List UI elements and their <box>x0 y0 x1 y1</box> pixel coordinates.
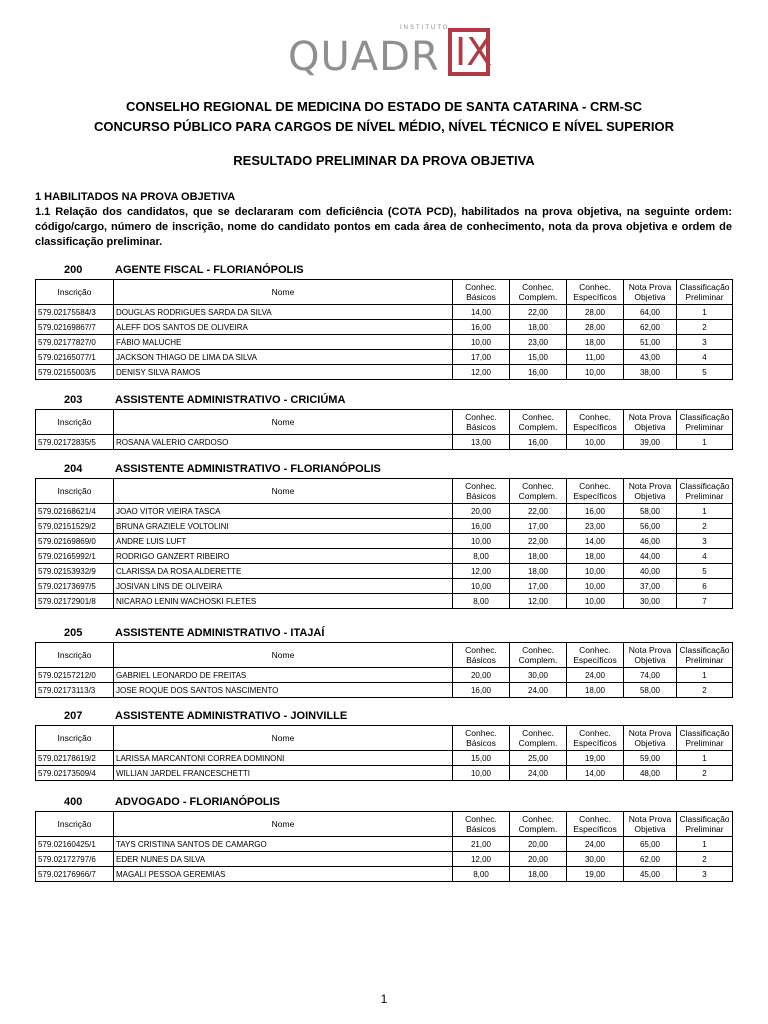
column-header-classificacao-line: Classificação <box>679 481 730 491</box>
inscricao-cell: 579.02169869/0 <box>36 534 114 549</box>
column-header-complem-line: Complem. <box>518 422 558 432</box>
column-header-complem-line: Conhec. <box>522 282 554 292</box>
column-header-especificos-line: Conhec. <box>579 481 611 491</box>
especificos-cell: 10,00 <box>567 365 624 380</box>
section-code: 400 <box>64 796 83 808</box>
complem-cell: 18,00 <box>510 564 567 579</box>
especificos-cell: 14,00 <box>567 766 624 781</box>
nota-cell: 44,00 <box>624 549 677 564</box>
table-row <box>36 320 733 335</box>
column-header-especificos-line: Conhec. <box>579 645 611 655</box>
section-code: 204 <box>64 463 83 475</box>
column-header-complem-line: Conhec. <box>522 645 554 655</box>
column-header-nota-line: Nota Prova <box>628 728 672 738</box>
complem-cell: 24,00 <box>510 683 567 698</box>
classificacao-cell: 6 <box>677 579 733 594</box>
inscricao-cell: 579.02175584/3 <box>36 305 114 320</box>
column-header-nome: Nome <box>114 410 453 435</box>
nome-cell: ANDRE LUIS LUFT <box>114 534 453 549</box>
complem-cell: 18,00 <box>510 867 567 882</box>
column-header-nota <box>624 280 677 305</box>
column-header-complem <box>510 410 567 435</box>
column-header-inscricao: Inscrição <box>36 280 114 305</box>
section-code: 200 <box>64 264 83 276</box>
column-header-inscricao: Inscrição <box>36 410 114 435</box>
column-header-basicos-line: Conhec. <box>465 481 497 491</box>
inscricao-cell: 579.02173509/4 <box>36 766 114 781</box>
nota-cell: 45,00 <box>624 867 677 882</box>
nome-cell: JOAO VITOR VIEIRA TASCA <box>114 504 453 519</box>
logo-boxed-text: IX <box>455 30 493 74</box>
column-header-inscricao: Inscrição <box>36 726 114 751</box>
especificos-cell: 10,00 <box>567 435 624 450</box>
especificos-cell: 14,00 <box>567 534 624 549</box>
column-header-classificacao-line: Classificação <box>679 412 730 422</box>
column-header-nota-line: Nota Prova <box>628 481 672 491</box>
basicos-cell: 20,00 <box>453 668 510 683</box>
especificos-cell: 28,00 <box>567 305 624 320</box>
table-row <box>36 564 733 579</box>
basicos-cell: 15,00 <box>453 751 510 766</box>
results-table <box>35 725 733 781</box>
inscricao-cell: 579.02160425/1 <box>36 837 114 852</box>
quadrix-logo <box>288 24 498 82</box>
column-header-classificacao <box>677 726 733 751</box>
nota-cell: 58,00 <box>624 683 677 698</box>
classificacao-cell: 2 <box>677 683 733 698</box>
column-header-basicos <box>453 643 510 668</box>
complem-cell: 16,00 <box>510 435 567 450</box>
column-header-complem-line: Conhec. <box>522 412 554 422</box>
basicos-cell: 10,00 <box>453 766 510 781</box>
complem-cell: 22,00 <box>510 534 567 549</box>
section-title: AGENTE FISCAL - FLORIANÓPOLIS <box>115 264 304 276</box>
complem-cell: 22,00 <box>510 305 567 320</box>
section-title: ASSISTENTE ADMINISTRATIVO - CRICIÚMA <box>115 394 346 406</box>
classificacao-cell: 1 <box>677 435 733 450</box>
basicos-cell: 8,00 <box>453 867 510 882</box>
inscricao-cell: 579.02177827/0 <box>36 335 114 350</box>
complem-cell: 17,00 <box>510 579 567 594</box>
especificos-cell: 30,00 <box>567 852 624 867</box>
column-header-especificos-line: Conhec. <box>579 412 611 422</box>
column-header-especificos-line: Conhec. <box>579 282 611 292</box>
classificacao-cell: 7 <box>677 594 733 609</box>
column-header-nota-line: Objetiva <box>634 292 666 302</box>
table-row <box>36 335 733 350</box>
especificos-cell: 18,00 <box>567 335 624 350</box>
nota-cell: 40,00 <box>624 564 677 579</box>
table-row <box>36 305 733 320</box>
column-header-nome: Nome <box>114 812 453 837</box>
table-row <box>36 852 733 867</box>
column-header-especificos-line: Específicos <box>573 491 617 501</box>
basicos-cell: 12,00 <box>453 564 510 579</box>
especificos-cell: 24,00 <box>567 837 624 852</box>
table-row <box>36 549 733 564</box>
column-header-complem-line: Complem. <box>518 738 558 748</box>
classificacao-cell: 1 <box>677 751 733 766</box>
table-row <box>36 766 733 781</box>
column-header-nota-line: Objetiva <box>634 824 666 834</box>
complem-cell: 12,00 <box>510 594 567 609</box>
column-header-classificacao-line: Classificação <box>679 282 730 292</box>
column-header-especificos-line: Conhec. <box>579 814 611 824</box>
nome-cell: JOSIVAN LINS DE OLIVEIRA <box>114 579 453 594</box>
column-header-complem <box>510 726 567 751</box>
column-header-classificacao <box>677 812 733 837</box>
complem-cell: 16,00 <box>510 365 567 380</box>
classificacao-cell: 1 <box>677 668 733 683</box>
table-row <box>36 751 733 766</box>
complem-cell: 23,00 <box>510 335 567 350</box>
column-header-nota-line: Objetiva <box>634 422 666 432</box>
column-header-classificacao <box>677 643 733 668</box>
nota-cell: 58,00 <box>624 504 677 519</box>
nota-cell: 38,00 <box>624 365 677 380</box>
column-header-classificacao <box>677 280 733 305</box>
column-header-classificacao <box>677 479 733 504</box>
inscricao-cell: 579.02155003/5 <box>36 365 114 380</box>
table-row <box>36 504 733 519</box>
page-number: 1 <box>380 992 388 1006</box>
column-header-especificos-line: Específicos <box>573 292 617 302</box>
nota-cell: 74,00 <box>624 668 677 683</box>
column-header-classificacao-line: Preliminar <box>685 655 724 665</box>
column-header-especificos <box>567 410 624 435</box>
especificos-cell: 10,00 <box>567 564 624 579</box>
column-header-basicos-line: Conhec. <box>465 814 497 824</box>
logo-word: QUADR <box>288 34 440 80</box>
column-header-nome: Nome <box>114 280 453 305</box>
column-header-inscricao: Inscrição <box>36 812 114 837</box>
column-header-basicos-line: Básicos <box>466 824 496 834</box>
classificacao-cell: 5 <box>677 365 733 380</box>
nome-cell: DENISY SILVA RAMOS <box>114 365 453 380</box>
nota-cell: 37,00 <box>624 579 677 594</box>
nome-cell: EDER NUNES DA SILVA <box>114 852 453 867</box>
column-header-complem <box>510 643 567 668</box>
complem-cell: 17,00 <box>510 519 567 534</box>
section-title: ASSISTENTE ADMINISTRATIVO - ITAJAÍ <box>115 627 325 639</box>
column-header-complem-line: Conhec. <box>522 728 554 738</box>
basicos-cell: 17,00 <box>453 350 510 365</box>
section-code: 205 <box>64 627 83 639</box>
column-header-basicos <box>453 479 510 504</box>
nome-cell: ROSANA VALERIO CARDOSO <box>114 435 453 450</box>
results-table <box>35 409 733 450</box>
especificos-cell: 28,00 <box>567 320 624 335</box>
column-header-classificacao-line: Preliminar <box>685 422 724 432</box>
basicos-cell: 10,00 <box>453 335 510 350</box>
column-header-complem-line: Conhec. <box>522 481 554 491</box>
nome-cell: GABRIEL LEONARDO DE FREITAS <box>114 668 453 683</box>
table-row <box>36 867 733 882</box>
table-row <box>36 435 733 450</box>
nota-cell: 65,00 <box>624 837 677 852</box>
classificacao-cell: 3 <box>677 534 733 549</box>
table-row <box>36 837 733 852</box>
column-header-complem <box>510 280 567 305</box>
inscricao-cell: 579.02172901/8 <box>36 594 114 609</box>
especificos-cell: 11,00 <box>567 350 624 365</box>
column-header-especificos-line: Específicos <box>573 824 617 834</box>
classificacao-cell: 4 <box>677 350 733 365</box>
column-header-classificacao <box>677 410 733 435</box>
complem-cell: 18,00 <box>510 320 567 335</box>
column-header-especificos-line: Específicos <box>573 422 617 432</box>
nota-cell: 46,00 <box>624 534 677 549</box>
inscricao-cell: 579.02176966/7 <box>36 867 114 882</box>
column-header-basicos-line: Básicos <box>466 491 496 501</box>
inscricao-cell: 579.02151529/2 <box>36 519 114 534</box>
column-header-especificos <box>567 643 624 668</box>
basicos-cell: 14,00 <box>453 305 510 320</box>
table-row <box>36 683 733 698</box>
table-row <box>36 519 733 534</box>
page-title: RESULTADO PRELIMINAR DA PROVA OBJETIVA <box>233 153 535 168</box>
inscricao-cell: 579.02168621/4 <box>36 504 114 519</box>
nota-cell: 51,00 <box>624 335 677 350</box>
column-header-complem-line: Conhec. <box>522 814 554 824</box>
especificos-cell: 10,00 <box>567 579 624 594</box>
column-header-classificacao-line: Classificação <box>679 645 730 655</box>
especificos-cell: 16,00 <box>567 504 624 519</box>
column-header-basicos-line: Conhec. <box>465 412 497 422</box>
basicos-cell: 10,00 <box>453 579 510 594</box>
nota-cell: 64,00 <box>624 305 677 320</box>
column-header-complem-line: Complem. <box>518 824 558 834</box>
column-header-classificacao-line: Classificação <box>679 814 730 824</box>
classificacao-cell: 4 <box>677 549 733 564</box>
column-header-nota <box>624 643 677 668</box>
column-header-especificos-line: Específicos <box>573 738 617 748</box>
column-header-basicos-line: Conhec. <box>465 645 497 655</box>
classificacao-cell: 1 <box>677 504 733 519</box>
column-header-nota-line: Nota Prova <box>628 412 672 422</box>
nota-cell: 48,00 <box>624 766 677 781</box>
column-header-nome: Nome <box>114 643 453 668</box>
nota-cell: 62,00 <box>624 852 677 867</box>
complem-cell: 18,00 <box>510 549 567 564</box>
inscricao-cell: 579.02172797/6 <box>36 852 114 867</box>
nome-cell: ALEFF DOS SANTOS DE OLIVEIRA <box>114 320 453 335</box>
column-header-nota <box>624 410 677 435</box>
inscricao-cell: 579.02173697/5 <box>36 579 114 594</box>
classificacao-cell: 1 <box>677 837 733 852</box>
column-header-especificos-line: Conhec. <box>579 728 611 738</box>
column-header-inscricao: Inscrição <box>36 479 114 504</box>
column-header-classificacao-line: Preliminar <box>685 491 724 501</box>
nota-cell: 59,00 <box>624 751 677 766</box>
column-header-basicos-line: Conhec. <box>465 728 497 738</box>
section-title: ADVOGADO - FLORIANÓPOLIS <box>115 796 280 808</box>
basicos-cell: 16,00 <box>453 320 510 335</box>
column-header-complem <box>510 812 567 837</box>
column-header-basicos <box>453 410 510 435</box>
column-header-basicos-line: Básicos <box>466 292 496 302</box>
basicos-cell: 21,00 <box>453 837 510 852</box>
nota-cell: 56,00 <box>624 519 677 534</box>
basicos-cell: 16,00 <box>453 683 510 698</box>
column-header-nota <box>624 479 677 504</box>
especificos-cell: 18,00 <box>567 549 624 564</box>
column-header-classificacao-line: Preliminar <box>685 292 724 302</box>
section-code: 203 <box>64 394 83 406</box>
inscricao-cell: 579.02165992/1 <box>36 549 114 564</box>
column-header-complem-line: Complem. <box>518 292 558 302</box>
inscricao-cell: 579.02169867/7 <box>36 320 114 335</box>
nome-cell: FÁBIO MALUCHE <box>114 335 453 350</box>
column-header-basicos-line: Conhec. <box>465 282 497 292</box>
complem-cell: 24,00 <box>510 766 567 781</box>
inscricao-cell: 579.02157212/0 <box>36 668 114 683</box>
inscricao-cell: 579.02173113/3 <box>36 683 114 698</box>
column-header-basicos <box>453 812 510 837</box>
column-header-complem <box>510 479 567 504</box>
column-header-complem-line: Complem. <box>518 655 558 665</box>
column-header-especificos <box>567 280 624 305</box>
column-header-nota-line: Objetiva <box>634 655 666 665</box>
especificos-cell: 18,00 <box>567 683 624 698</box>
column-header-nota-line: Nota Prova <box>628 814 672 824</box>
nome-cell: CLARISSA DA ROSA ALDERETTE <box>114 564 453 579</box>
column-header-especificos <box>567 726 624 751</box>
nome-cell: JOSE ROQUE DOS SANTOS NASCIMENTO <box>114 683 453 698</box>
especificos-cell: 10,00 <box>567 594 624 609</box>
nome-cell: JACKSON THIAGO DE LIMA DA SILVA <box>114 350 453 365</box>
table-row <box>36 594 733 609</box>
nota-cell: 43,00 <box>624 350 677 365</box>
table-row <box>36 365 733 380</box>
column-header-classificacao-line: Preliminar <box>685 824 724 834</box>
classificacao-cell: 1 <box>677 305 733 320</box>
classificacao-cell: 3 <box>677 335 733 350</box>
header-line-1: CONSELHO REGIONAL DE MEDICINA DO ESTADO DE SANTA CATARINA - CRM-SC <box>126 99 642 114</box>
column-header-nota-line: Nota Prova <box>628 645 672 655</box>
complem-cell: 20,00 <box>510 837 567 852</box>
inscricao-cell: 579.02165077/1 <box>36 350 114 365</box>
classificacao-cell: 3 <box>677 867 733 882</box>
column-header-nota-line: Objetiva <box>634 491 666 501</box>
section-code: 207 <box>64 710 83 722</box>
column-header-inscricao: Inscrição <box>36 643 114 668</box>
table-row <box>36 350 733 365</box>
complem-cell: 30,00 <box>510 668 567 683</box>
intro-text: 1.1 Relação dos candidatos, que se declararam com deficiência (COTA PCD), habilitados na prova objetiva, na seguinte ordem: código/cargo, número de inscrição, nome do candidato pontos em cada área de conhecimento, nota da prova objetiva e ordem de classificação preliminar. <box>35 206 732 248</box>
column-header-nota <box>624 812 677 837</box>
nome-cell: DOUGLAS RODRIGUES SARDA DA SILVA <box>114 305 453 320</box>
results-table <box>35 811 733 882</box>
column-header-basicos <box>453 726 510 751</box>
complem-cell: 20,00 <box>510 852 567 867</box>
column-header-especificos <box>567 479 624 504</box>
column-header-nota-line: Nota Prova <box>628 282 672 292</box>
complem-cell: 22,00 <box>510 504 567 519</box>
especificos-cell: 24,00 <box>567 668 624 683</box>
nota-cell: 30,00 <box>624 594 677 609</box>
table-row <box>36 668 733 683</box>
inscricao-cell: 579.02172835/5 <box>36 435 114 450</box>
basicos-cell: 8,00 <box>453 594 510 609</box>
classificacao-cell: 2 <box>677 519 733 534</box>
column-header-nome: Nome <box>114 726 453 751</box>
basicos-cell: 10,00 <box>453 534 510 549</box>
column-header-especificos <box>567 812 624 837</box>
column-header-especificos-line: Específicos <box>573 655 617 665</box>
especificos-cell: 19,00 <box>567 751 624 766</box>
basicos-cell: 12,00 <box>453 852 510 867</box>
intro-heading: 1 HABILITADOS NA PROVA OBJETIVA <box>35 191 236 203</box>
column-header-basicos-line: Básicos <box>466 738 496 748</box>
classificacao-cell: 2 <box>677 320 733 335</box>
column-header-basicos <box>453 280 510 305</box>
especificos-cell: 19,00 <box>567 867 624 882</box>
section-title: ASSISTENTE ADMINISTRATIVO - FLORIANÓPOLIS <box>115 463 381 475</box>
nome-cell: RODRIGO GANZERT RIBEIRO <box>114 549 453 564</box>
nome-cell: MAGALI PESSOA GEREMIAS <box>114 867 453 882</box>
table-row <box>36 534 733 549</box>
logo-small-text: INSTITUTO <box>400 25 450 31</box>
nome-cell: TAYS CRISTINA SANTOS DE CAMARGO <box>114 837 453 852</box>
classificacao-cell: 5 <box>677 564 733 579</box>
column-header-nota-line: Objetiva <box>634 738 666 748</box>
nota-cell: 39,00 <box>624 435 677 450</box>
column-header-basicos-line: Básicos <box>466 655 496 665</box>
nome-cell: WILLIAN JARDEL FRANCESCHETTI <box>114 766 453 781</box>
nome-cell: NICARAO LENIN WACHOSKI FLETES <box>114 594 453 609</box>
results-table <box>35 642 733 698</box>
nota-cell: 62,00 <box>624 320 677 335</box>
classificacao-cell: 2 <box>677 852 733 867</box>
especificos-cell: 23,00 <box>567 519 624 534</box>
column-header-classificacao-line: Preliminar <box>685 738 724 748</box>
logo-box <box>448 28 493 76</box>
inscricao-cell: 579.02178619/2 <box>36 751 114 766</box>
nome-cell: LARISSA MARCANTONI CORREA DOMINONI <box>114 751 453 766</box>
column-header-basicos-line: Básicos <box>466 422 496 432</box>
basicos-cell: 13,00 <box>453 435 510 450</box>
column-header-complem-line: Complem. <box>518 491 558 501</box>
results-table <box>35 279 733 380</box>
complem-cell: 15,00 <box>510 350 567 365</box>
nome-cell: BRUNA GRAZIELE VOLTOLINI <box>114 519 453 534</box>
table-row <box>36 579 733 594</box>
column-header-nome: Nome <box>114 479 453 504</box>
basicos-cell: 16,00 <box>453 519 510 534</box>
basicos-cell: 12,00 <box>453 365 510 380</box>
section-title: ASSISTENTE ADMINISTRATIVO - JOINVILLE <box>115 710 348 722</box>
column-header-nota <box>624 726 677 751</box>
header-line-2: CONCURSO PÚBLICO PARA CARGOS DE NÍVEL MÉDIO, NÍVEL TÉCNICO E NÍVEL SUPERIOR <box>93 119 674 134</box>
basicos-cell: 20,00 <box>453 504 510 519</box>
classificacao-cell: 2 <box>677 766 733 781</box>
complem-cell: 25,00 <box>510 751 567 766</box>
results-table <box>35 478 733 609</box>
column-header-classificacao-line: Classificação <box>679 728 730 738</box>
basicos-cell: 8,00 <box>453 549 510 564</box>
inscricao-cell: 579.02153932/9 <box>36 564 114 579</box>
